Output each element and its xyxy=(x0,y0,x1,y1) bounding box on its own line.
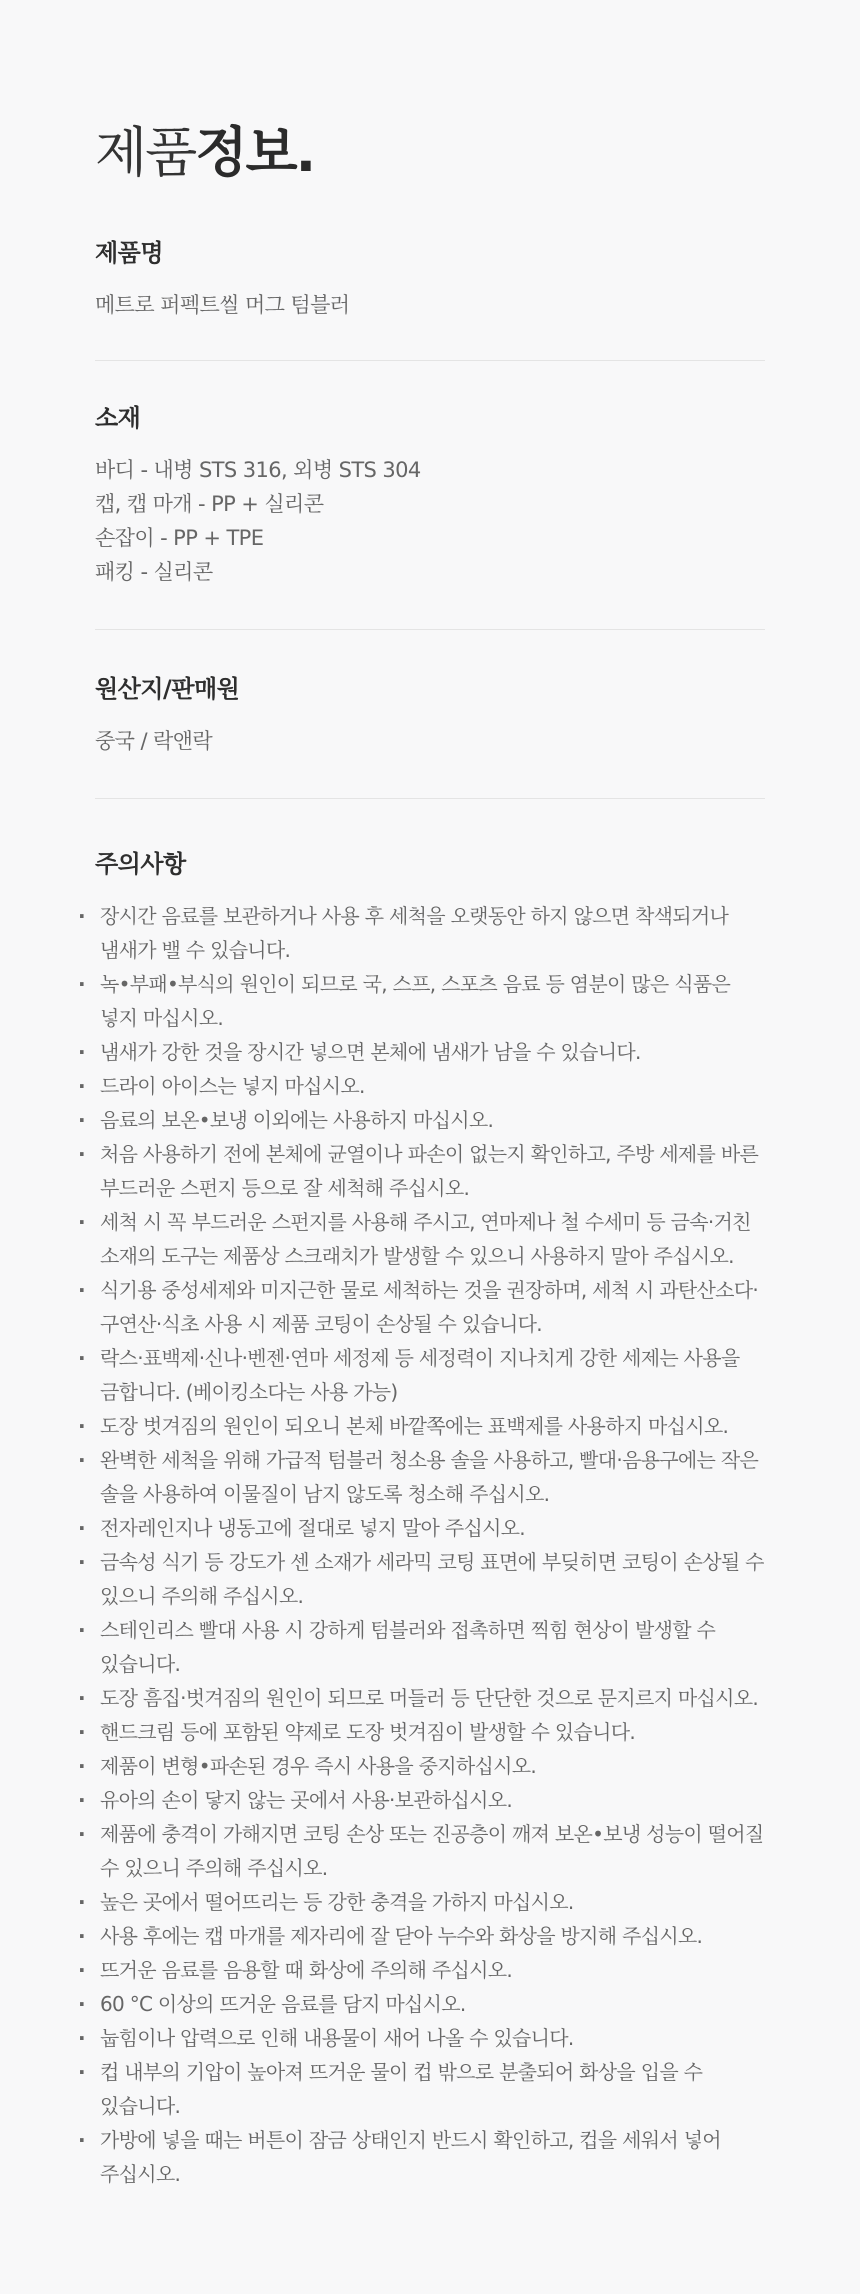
product-name-section xyxy=(95,186,765,361)
caution-item: · 드라이 아이스는 넣지 마십시오. xyxy=(95,1069,765,1103)
caution-item: · 냄새가 강한 것을 장시간 넣으면 본체에 냄새가 남을 수 있습니다. xyxy=(95,1035,765,1069)
caution-item: · 핸드크림 등에 포함된 약제로 도장 벗겨짐이 발생할 수 있습니다. xyxy=(95,1715,765,1749)
material-line: 손잡이 - PP + TPE xyxy=(95,526,264,550)
material-list xyxy=(95,453,765,589)
product-name-value: 메트로 퍼펙트씰 머그 텀블러 xyxy=(95,293,350,317)
product-name-heading: 제품명 xyxy=(95,239,164,267)
caution-item: · 락스·표백제·신나·벤젠·연마 세정제 등 세정력이 지나치게 강한 세제는 사용을 금합니다. (베이킹소다는 사용 가능) xyxy=(95,1341,765,1409)
caution-item: · 장시간 음료를 보관하거나 사용 후 세척을 오랫동안 하지 않으면 착색되거나 냄새가 밸 수 있습니다. xyxy=(95,899,765,967)
origin-value: 중국 / 락앤락 xyxy=(95,729,213,753)
caution-item: · 높은 곳에서 떨어뜨리는 등 강한 충격을 가하지 마십시오. xyxy=(95,1885,765,1919)
caution-item: · 금속성 식기 등 강도가 센 소재가 세라믹 코팅 표면에 부딪히면 코팅이 손상될 수 있으니 주의해 주십시오. xyxy=(95,1545,765,1613)
page-title-bold: 정보. xyxy=(195,121,315,184)
caution-item: · 도장 흠집·벗겨짐의 원인이 되므로 머들러 등 단단한 것으로 문지르지 마십시오. xyxy=(95,1681,765,1715)
caution-item: · 가방에 넣을 때는 버튼이 잠금 상태인지 반드시 확인하고, 컵을 세워서 넣어 주십시오. xyxy=(95,2123,765,2191)
caution-item: · 유아의 손이 닿지 않는 곳에서 사용·보관하십시오. xyxy=(95,1783,765,1817)
caution-item: · 컵 내부의 기압이 높아져 뜨거운 물이 컵 밖으로 분출되어 화상을 입을 수 있습니다. xyxy=(95,2055,765,2123)
material-line: 패킹 - 실리콘 xyxy=(95,560,213,584)
caution-item: · 제품에 충격이 가해지면 코팅 손상 또는 진공층이 깨져 보온•보냉 성능이 떨어질 수 있으니 주의해 주십시오. xyxy=(95,1817,765,1885)
origin-section xyxy=(95,630,765,799)
page-title xyxy=(95,120,765,186)
caution-item: · 60 °C 이상의 뜨거운 음료를 담지 마십시오. xyxy=(95,1987,765,2021)
caution-item: · 사용 후에는 캡 마개를 제자리에 잘 닫아 누수와 화상을 방지해 주십시오. xyxy=(95,1919,765,1953)
caution-item: · 완벽한 세척을 위해 가급적 텀블러 청소용 솔을 사용하고, 빨대·음용구에는 작은 솔을 사용하여 이물질이 남지 않도록 청소해 주십시오. xyxy=(95,1443,765,1511)
caution-item: · 음료의 보온•보냉 이외에는 사용하지 마십시오. xyxy=(95,1103,765,1137)
caution-item: · 스테인리스 빨대 사용 시 강하게 텀블러와 접촉하면 찍힘 현상이 발생할 수 있습니다. xyxy=(95,1613,765,1681)
caution-item: · 처음 사용하기 전에 본체에 균열이나 파손이 없는지 확인하고, 주방 세제를 바른 부드러운 스펀지 등으로 잘 세척해 주십시오. xyxy=(95,1137,765,1205)
material-line: 캡, 캡 마개 - PP + 실리콘 xyxy=(95,492,324,516)
caution-heading: 주의사항 xyxy=(95,850,186,878)
material-heading: 소재 xyxy=(95,404,141,432)
origin-heading: 원산지/판매원 xyxy=(95,675,240,703)
caution-item: · 세척 시 꼭 부드러운 스펀지를 사용해 주시고, 연마제나 철 수세미 등 금속·거친 소재의 도구는 제품상 스크래치가 발생할 수 있으니 사용하지 말아 주십시오. xyxy=(95,1205,765,1273)
caution-item: · 뜨거운 음료를 음용할 때 화상에 주의해 주십시오. xyxy=(95,1953,765,1987)
caution-item: · 도장 벗겨짐의 원인이 되오니 본체 바깥쪽에는 표백제를 사용하지 마십시오. xyxy=(95,1409,765,1443)
caution-item: · 전자레인지나 냉동고에 절대로 넣지 말아 주십시오. xyxy=(95,1511,765,1545)
material-section xyxy=(95,361,765,630)
caution-list xyxy=(95,899,765,2191)
caution-item: · 제품이 변형•파손된 경우 즉시 사용을 중지하십시오. xyxy=(95,1749,765,1783)
material-line: 바디 - 내병 STS 316, 외병 STS 304 xyxy=(95,458,421,482)
page-title-light: 제품 xyxy=(95,121,196,184)
caution-item: · 식기용 중성세제와 미지근한 물로 세척하는 것을 권장하며, 세척 시 과탄산소다·구연산·식초 사용 시 제품 코팅이 손상될 수 있습니다. xyxy=(95,1273,765,1341)
caution-item: · 녹•부패•부식의 원인이 되므로 국, 스프, 스포츠 음료 등 염분이 많은 식품은 넣지 마십시오. xyxy=(95,967,765,1035)
caution-item: · 눕힘이나 압력으로 인해 내용물이 새어 나올 수 있습니다. xyxy=(95,2021,765,2055)
caution-section xyxy=(95,799,765,2191)
